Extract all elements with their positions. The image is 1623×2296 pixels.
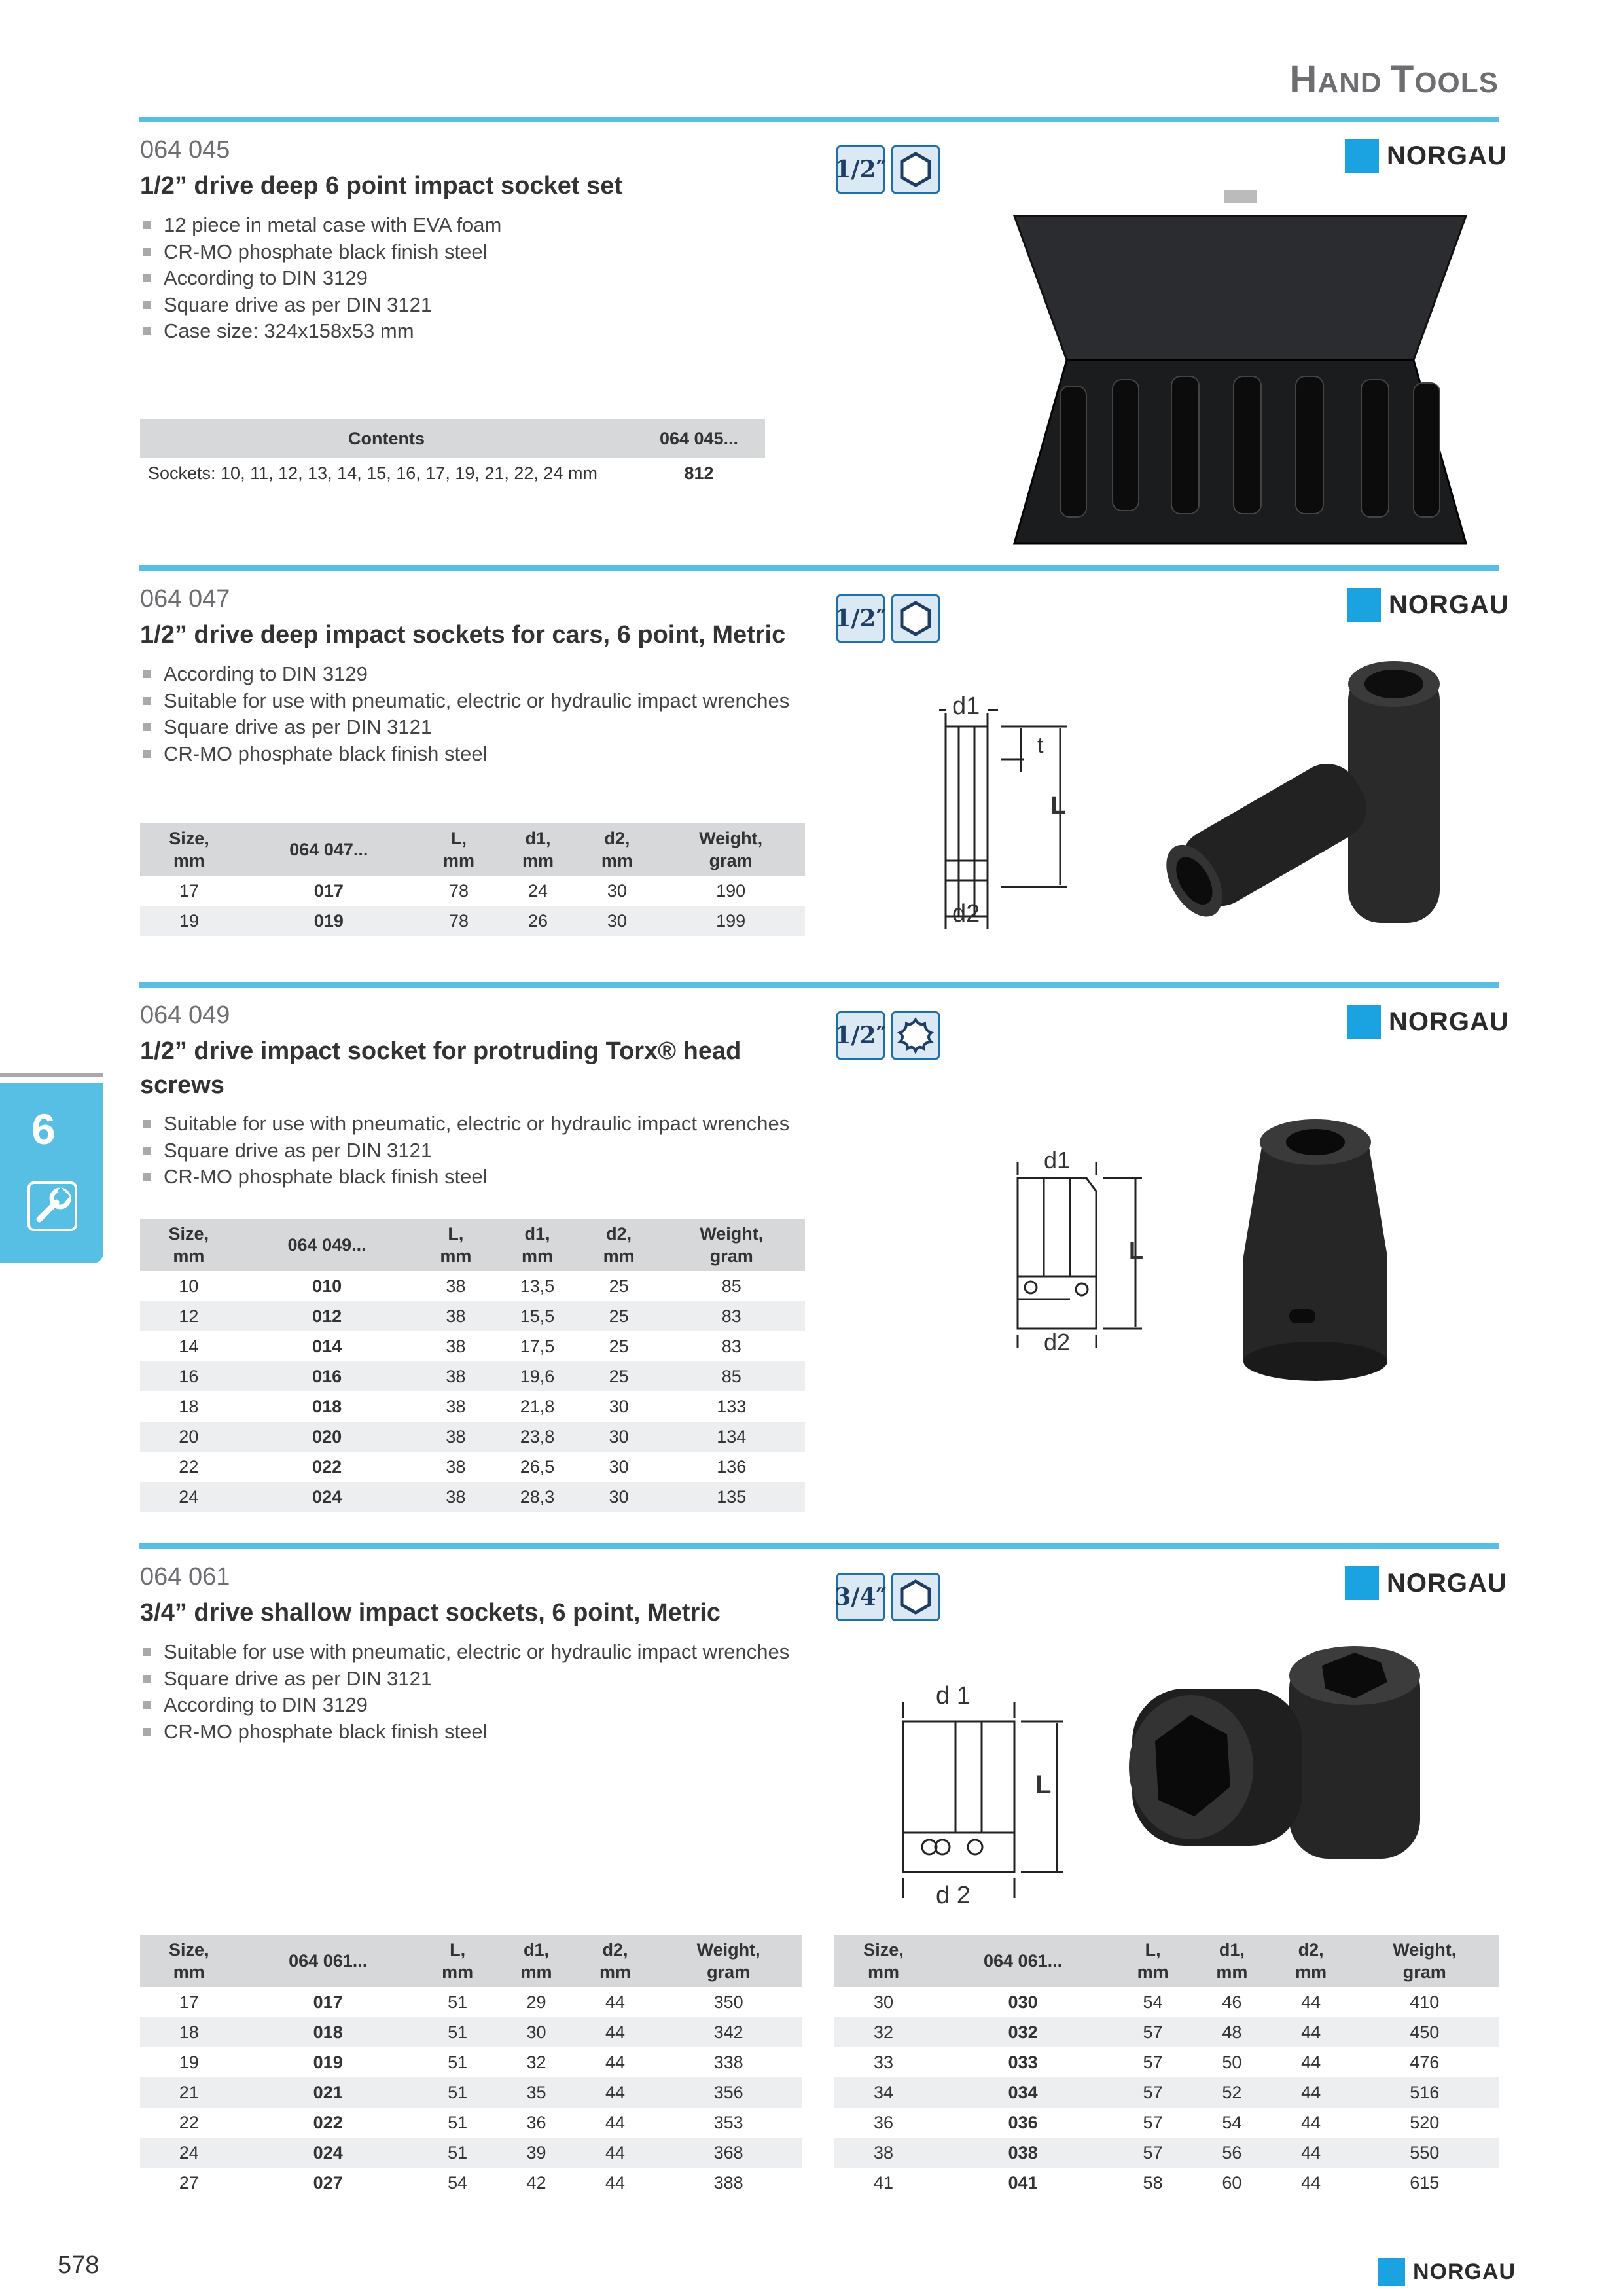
feature-item: Case size: 324x158x53 mm — [140, 318, 501, 345]
feature-item: Square drive as per DIN 3121 — [140, 714, 789, 741]
table-cell: 22 — [179, 2112, 199, 2132]
table-header: Size, mm — [140, 1935, 238, 1987]
table-cell: 25 — [580, 1301, 658, 1331]
brand-logo: NORGAU — [1345, 1566, 1507, 1600]
table-cell: 17 — [179, 1992, 199, 2012]
table-cell: 017 — [313, 1992, 343, 2012]
table-header: Weight, gram — [658, 1219, 805, 1271]
table-header: Size, mm — [140, 823, 238, 876]
table-cell: 476 — [1410, 2052, 1440, 2072]
table-cell: 18 — [140, 2017, 238, 2047]
dim-label-d1: d 1 — [936, 1682, 971, 1710]
table-cell: 19,6 — [495, 1361, 579, 1391]
table-cell: 36 — [526, 2112, 546, 2132]
table-cell: 133 — [717, 1396, 747, 1416]
product-code: 064 061 — [140, 1563, 230, 1590]
product-title: 1/2” drive deep impact sockets for cars, 6 point, Metric — [140, 621, 786, 649]
table-header: d2, mm — [577, 823, 656, 876]
feature-item: Suitable for use with pneumatic, electric or hydraulic impact wrenches — [140, 1639, 789, 1666]
feature-list — [140, 661, 789, 767]
drive-size-badge: 1/2″ — [836, 145, 885, 194]
table-row — [834, 2138, 1499, 2168]
table-cell: 54 — [1143, 1992, 1163, 2012]
table-cell: 32 — [526, 2052, 546, 2072]
table-cell: 22 — [179, 1456, 199, 1477]
table-cell: 12 — [140, 1301, 238, 1331]
dim-label-l: L — [1035, 1770, 1052, 1799]
table-header: Weight, gram — [654, 1935, 802, 1987]
table-cell: 78 — [419, 906, 499, 936]
table-row — [140, 876, 805, 906]
drive-size-badge: 1/2″ — [836, 1011, 885, 1060]
drive-size-badge: 1/2″ — [836, 594, 885, 643]
feature-item: CR-MO phosphate black finish steel — [140, 1164, 789, 1191]
table-cell: 550 — [1351, 2138, 1499, 2168]
table-cell: 30 — [580, 1422, 658, 1452]
table-header: d1, mm — [495, 1219, 579, 1271]
table-cell: 615 — [1410, 2172, 1440, 2193]
table-cell: 342 — [654, 2017, 802, 2047]
table-cell: 18 — [179, 1396, 199, 1416]
table-header: L, mm — [419, 823, 499, 876]
table-cell: 29 — [526, 1992, 546, 2012]
table-cell: 35 — [497, 2077, 575, 2108]
table-cell: 190 — [716, 880, 746, 901]
table-cell: 44 — [576, 2017, 654, 2047]
page-header-title: HAND TOOLS — [1289, 58, 1499, 101]
product-title-continued: screws — [140, 1071, 224, 1099]
section-divider — [139, 565, 1499, 571]
table-cell: 134 — [658, 1422, 805, 1452]
table-cell: 57 — [1113, 2017, 1192, 2047]
table-cell: 812 — [684, 463, 714, 483]
dim-label-d2: d2 — [1044, 1329, 1071, 1355]
dim-label-d2: d 2 — [936, 1882, 971, 1909]
table-cell: 17 — [179, 880, 200, 901]
table-header: L, mm — [1113, 1935, 1192, 1987]
table-row — [834, 2017, 1499, 2047]
table-cell: 51 — [418, 2138, 497, 2168]
table-cell: 017 — [313, 880, 344, 901]
table-cell: 38 — [417, 1301, 495, 1331]
section-divider — [139, 1543, 1499, 1549]
product-image-socket-set — [1008, 190, 1479, 553]
table-cell: 30 — [873, 1992, 893, 2012]
feature-item: According to DIN 3129 — [140, 265, 501, 292]
table-cell: 135 — [658, 1482, 805, 1512]
table-header: d1, mm — [1192, 1935, 1272, 1987]
table-cell: 019 — [313, 2052, 343, 2072]
table-cell: 83 — [721, 1336, 741, 1356]
product-image-deep-socket — [1152, 658, 1466, 936]
table-cell: 30 — [577, 906, 656, 936]
table-cell: 28,3 — [495, 1482, 579, 1512]
page-number: 578 — [58, 2251, 99, 2279]
feature-item: Suitable for use with pneumatic, electric or hydraulic impact wrenches — [140, 688, 789, 715]
dim-label-l: L — [1129, 1237, 1143, 1264]
table-cell: 24 — [527, 880, 548, 901]
table-cell: 036 — [1008, 2112, 1038, 2132]
hex-icon — [891, 594, 940, 643]
table-row — [140, 2138, 802, 2168]
chapter-tab[interactable] — [0, 1083, 103, 1263]
feature-item: Square drive as per DIN 3121 — [140, 292, 501, 319]
footer-brand-logo: NORGAU — [1378, 2258, 1516, 2286]
table-row — [140, 906, 805, 936]
table-row — [140, 2108, 802, 2138]
table-cell: 41 — [873, 2172, 893, 2193]
table-cell: 410 — [1410, 1992, 1440, 2012]
table-row — [834, 2168, 1499, 2198]
table-cell: 44 — [1272, 2017, 1351, 2047]
table-cell: 60 — [1222, 2172, 1242, 2193]
table-row — [140, 458, 765, 488]
product-image-shallow-socket — [1113, 1636, 1440, 1888]
table-cell: 010 — [312, 1276, 342, 1296]
table-cell: 10 — [179, 1276, 199, 1296]
table-cell: 51 — [418, 2017, 497, 2047]
table-cell: 38 — [417, 1482, 495, 1512]
product-code: 064 049 — [140, 1001, 230, 1029]
table-header: L, mm — [417, 1219, 495, 1271]
table-cell: 30 — [609, 1456, 629, 1477]
table-row — [140, 1331, 805, 1361]
table-cell: 51 — [448, 2112, 468, 2132]
wrench-icon — [27, 1181, 77, 1231]
table-cell: 44 — [576, 2138, 654, 2168]
table-cell: 350 — [713, 1992, 743, 2012]
table-row — [140, 1301, 805, 1331]
table-cell: 450 — [1351, 2017, 1499, 2047]
table-cell: 516 — [1351, 2077, 1499, 2108]
drive-size-badge: 3/4″ — [836, 1573, 885, 1621]
table-cell: 14 — [179, 1336, 199, 1356]
table-cell: 38 — [446, 1276, 466, 1296]
table-cell: 368 — [654, 2138, 802, 2168]
table-row — [140, 1482, 805, 1512]
table-cell: 38 — [446, 1456, 466, 1477]
table-row — [140, 2047, 802, 2077]
table-cell: 24 — [140, 2138, 238, 2168]
table-cell: 20 — [140, 1422, 238, 1452]
table-cell: 041 — [1008, 2172, 1038, 2193]
table-cell: 56 — [1192, 2138, 1272, 2168]
table-cell: 19 — [179, 2052, 199, 2072]
table-row — [140, 1422, 805, 1452]
table-cell: 38 — [417, 1422, 495, 1452]
table-cell: 27 — [179, 2172, 199, 2193]
table-row — [140, 1452, 805, 1482]
table-cell: 012 — [238, 1301, 417, 1331]
feature-item: Square drive as per DIN 3121 — [140, 1666, 789, 1693]
table-cell: 44 — [605, 2172, 625, 2193]
torx-icon — [891, 1011, 940, 1060]
product-code: 064 045 — [140, 136, 230, 164]
hex-icon — [891, 1573, 940, 1621]
table-cell: 32 — [834, 2017, 933, 2047]
table-header: L, mm — [418, 1935, 497, 1987]
product-title: 1/2” drive deep 6 point impact socket set — [140, 172, 623, 200]
table-cell: 44 — [605, 2112, 625, 2132]
table-header: d2, mm — [576, 1935, 654, 1987]
feature-item: Square drive as per DIN 3121 — [140, 1138, 789, 1164]
table-row — [834, 2077, 1499, 2108]
table-cell: 136 — [717, 1456, 747, 1477]
table-cell: 26 — [499, 906, 578, 936]
table-cell: 38 — [417, 1361, 495, 1391]
table-cell: 54 — [1222, 2112, 1242, 2132]
table-cell: 85 — [658, 1361, 805, 1391]
table-cell: 33 — [873, 2052, 893, 2072]
product-title: 1/2” drive impact socket for protruding Torx® head — [140, 1037, 741, 1065]
spec-table-left — [140, 1935, 802, 2198]
table-cell: 21 — [140, 2077, 238, 2108]
table-cell: 30 — [580, 1482, 658, 1512]
table-cell: 38 — [446, 1336, 466, 1356]
socket-dimension-diagram — [890, 1682, 1080, 1914]
table-cell: 46 — [1222, 1992, 1242, 2012]
sidebar-divider — [0, 1073, 103, 1077]
table-cell: 52 — [1192, 2077, 1272, 2108]
table-header: 064 047... — [238, 823, 419, 876]
table-header: 064 061... — [933, 1935, 1113, 1987]
table-cell: 44 — [605, 2052, 625, 2072]
table-cell: 032 — [933, 2017, 1113, 2047]
table-cell: 48 — [1192, 2017, 1272, 2047]
table-cell: 520 — [1410, 2112, 1440, 2132]
socket-dimension-diagram — [910, 687, 1080, 939]
table-cell: 44 — [1301, 2172, 1321, 2193]
table-cell: 50 — [1222, 2052, 1242, 2072]
table-row — [140, 1391, 805, 1422]
product-title: 3/4” drive shallow impact sockets, 6 point, Metric — [140, 1599, 721, 1626]
feature-item: 12 piece in metal case with EVA foam — [140, 212, 501, 239]
table-cell: 44 — [1301, 1992, 1321, 2012]
dim-label-d2: d2 — [952, 900, 980, 927]
table-cell: 019 — [238, 906, 419, 936]
dim-label-d1: d1 — [1044, 1147, 1071, 1174]
table-cell: 338 — [713, 2052, 743, 2072]
table-row — [140, 1271, 805, 1301]
table-cell: 44 — [1272, 2138, 1351, 2168]
table-cell: 30 — [609, 1396, 629, 1416]
table-cell: 014 — [312, 1336, 342, 1356]
feature-list — [140, 1111, 789, 1191]
table-cell: 024 — [238, 2138, 418, 2168]
table-cell: 25 — [609, 1336, 629, 1356]
table-cell: 58 — [1143, 2172, 1163, 2193]
table-cell: 13,5 — [520, 1276, 555, 1296]
chapter-number: 6 — [31, 1105, 56, 1153]
table-cell: 44 — [1272, 2077, 1351, 2108]
table-cell: 44 — [1301, 2112, 1321, 2132]
table-header: 064 045... — [633, 419, 765, 458]
spec-table-right — [834, 1935, 1499, 2198]
feature-list — [140, 1639, 789, 1745]
table-cell: 038 — [933, 2138, 1113, 2168]
table-cell: 83 — [658, 1301, 805, 1331]
table-header: Size, mm — [140, 1219, 238, 1271]
contents-table — [140, 419, 765, 488]
feature-item: CR-MO phosphate black finish steel — [140, 741, 789, 768]
table-cell: 018 — [238, 2017, 418, 2047]
table-cell: 016 — [238, 1361, 417, 1391]
table-cell: 30 — [497, 2017, 575, 2047]
feature-item: According to DIN 3129 — [140, 661, 789, 688]
table-cell: 54 — [448, 2172, 468, 2193]
table-header: 064 049... — [238, 1219, 417, 1271]
table-cell: 024 — [238, 1482, 417, 1512]
product-code: 064 047 — [140, 585, 230, 613]
table-cell: 027 — [313, 2172, 343, 2193]
feature-item: According to DIN 3129 — [140, 1692, 789, 1719]
table-cell: 018 — [312, 1396, 342, 1416]
table-header: Weight, gram — [656, 823, 805, 876]
product-image-torx-socket — [1224, 1113, 1407, 1391]
table-cell: 44 — [576, 2077, 654, 2108]
table-cell: 388 — [713, 2172, 743, 2193]
table-row — [140, 2017, 802, 2047]
table-cell: 51 — [448, 2052, 468, 2072]
table-cell: 25 — [609, 1276, 629, 1296]
table-cell: 30 — [607, 880, 627, 901]
table-cell: 38 — [446, 1396, 466, 1416]
table-cell: 26,5 — [520, 1456, 555, 1477]
feature-list — [140, 212, 501, 345]
brand-logo: NORGAU — [1347, 588, 1509, 622]
table-cell: 15,5 — [495, 1301, 579, 1331]
table-row — [140, 1987, 802, 2017]
table-cell: 356 — [654, 2077, 802, 2108]
table-cell: 353 — [713, 2112, 743, 2132]
dim-label-l: L — [1050, 792, 1066, 819]
table-cell: 34 — [834, 2077, 933, 2108]
table-cell: 24 — [140, 1482, 238, 1512]
section-divider — [139, 117, 1499, 122]
table-cell: 51 — [418, 2077, 497, 2108]
table-cell: 57 — [1143, 2112, 1163, 2132]
table-header: d1, mm — [497, 1935, 575, 1987]
table-header: d2, mm — [580, 1219, 658, 1271]
table-header: 064 061... — [238, 1935, 418, 1987]
table-cell: 38 — [834, 2138, 933, 2168]
feature-item: Suitable for use with pneumatic, electric or hydraulic impact wrenches — [140, 1111, 789, 1138]
table-cell: 39 — [497, 2138, 575, 2168]
table-cell: 19 — [140, 906, 238, 936]
table-header: d1, mm — [499, 823, 578, 876]
table-cell: 030 — [1008, 1992, 1038, 2012]
section-divider — [139, 982, 1499, 988]
table-header: d2, mm — [1272, 1935, 1351, 1987]
table-cell: 44 — [605, 1992, 625, 2012]
table-cell: 022 — [312, 1456, 342, 1477]
brand-logo: NORGAU — [1345, 139, 1507, 173]
hex-icon — [891, 145, 940, 194]
table-cell: 44 — [1301, 2052, 1321, 2072]
table-cell: Sockets: 10, 11, 12, 13, 14, 15, 16, 17, 19, 21, 22, 24 mm — [148, 463, 597, 483]
table-cell: 23,8 — [495, 1422, 579, 1452]
table-cell: 85 — [721, 1276, 741, 1296]
table-row — [140, 1361, 805, 1391]
table-header: Size, mm — [834, 1935, 933, 1987]
table-cell: 020 — [238, 1422, 417, 1452]
table-row — [834, 1987, 1499, 2017]
dim-label-d1: d1 — [952, 692, 980, 720]
table-header: Weight, gram — [1351, 1935, 1499, 1987]
table-cell: 57 — [1143, 2052, 1163, 2072]
spec-table — [140, 1219, 805, 1512]
table-cell: 57 — [1113, 2138, 1192, 2168]
table-cell: 022 — [313, 2112, 343, 2132]
table-cell: 36 — [873, 2112, 893, 2132]
brand-logo: NORGAU — [1347, 1005, 1509, 1039]
table-row — [140, 2168, 802, 2198]
table-cell: 25 — [580, 1361, 658, 1391]
table-header: Contents — [140, 419, 633, 458]
socket-dimension-diagram — [1005, 1147, 1155, 1358]
table-cell: 17,5 — [520, 1336, 555, 1356]
table-cell: 033 — [1008, 2052, 1038, 2072]
table-cell: 42 — [526, 2172, 546, 2193]
table-cell: 199 — [656, 906, 805, 936]
feature-item: CR-MO phosphate black finish steel — [140, 239, 501, 266]
table-cell: 21,8 — [520, 1396, 555, 1416]
table-cell: 021 — [238, 2077, 418, 2108]
table-cell: 57 — [1113, 2077, 1192, 2108]
spec-table — [140, 823, 805, 936]
table-cell: 78 — [449, 880, 469, 901]
table-cell: 16 — [140, 1361, 238, 1391]
dim-label-t: t — [1037, 733, 1044, 758]
table-row — [834, 2108, 1499, 2138]
table-row — [834, 2047, 1499, 2077]
table-cell: 51 — [448, 1992, 468, 2012]
table-row — [140, 2077, 802, 2108]
feature-item: CR-MO phosphate black finish steel — [140, 1719, 789, 1746]
table-cell: 034 — [933, 2077, 1113, 2108]
